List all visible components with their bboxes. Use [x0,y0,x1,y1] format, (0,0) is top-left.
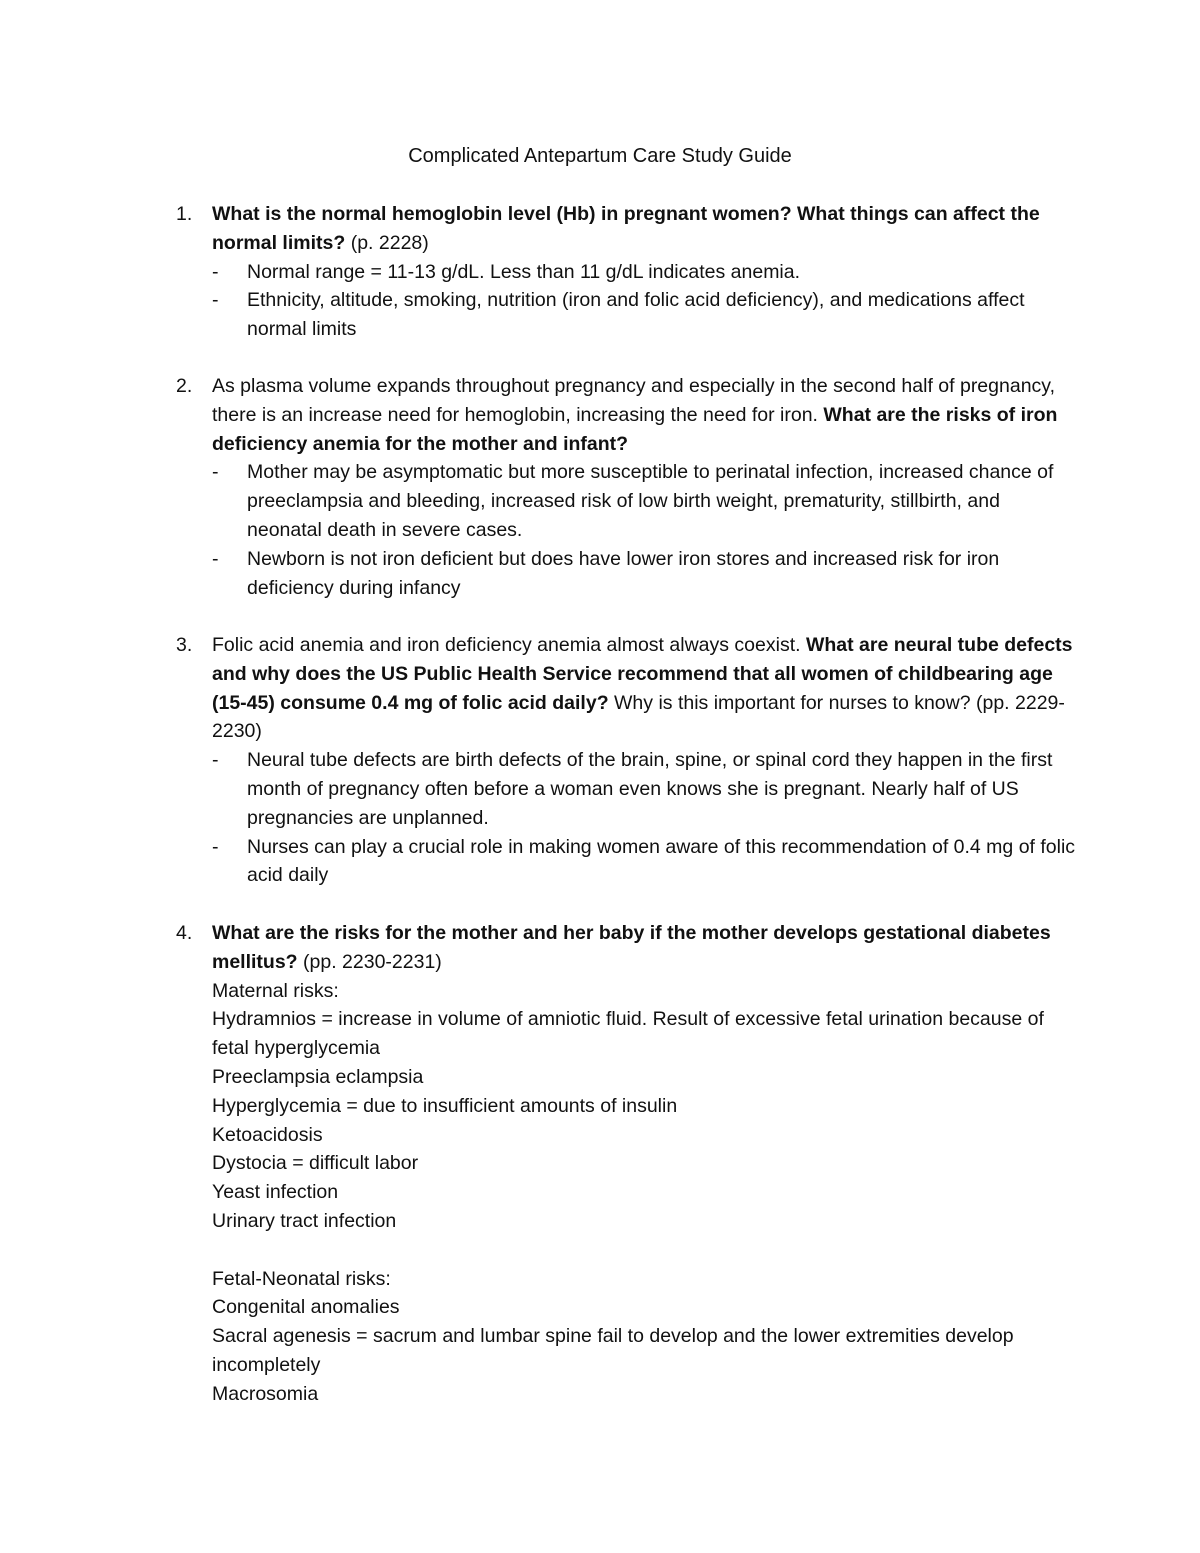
question-ref: (p. 2228) [345,231,429,254]
question-bold: What are the risks for the mother and her baby if the mother develops gestational diabetes mellitus? [212,922,1051,973]
question-3 [176,631,1076,890]
maternal-risk-item: Yeast infection [212,1181,339,1204]
question-text [212,200,1076,258]
maternal-risks-heading: Maternal risks: [212,979,339,1002]
maternal-risk-item: Ketoacidosis [212,1123,323,1146]
question-bold: What are the risks of iron deficiency anemia for the mother and infant? [212,403,1058,455]
question-1 [176,200,1076,344]
question-4 [176,919,1076,1409]
fetal-risk-item: Sacral agenesis = sacrum and lumbar spine fail to develop and the lower extremities develop incompletely [212,1325,1014,1376]
bullet-dash: - [212,289,219,312]
bullet-text: Mother may be asymptomatic but more susceptible to perinatal infection, increased chance of preeclampsia and bleeding, increased risk of low birth weight, prematurity, stillbirth, and neonatal death in severe cases. [247,461,1054,541]
bullet-text: Normal range = 11-13 g/dL. Less than 11 g/dL indicates anemia. [247,260,801,283]
question-text [212,372,1076,458]
bullet-dash: - [212,547,219,570]
answer-bullet [212,833,1076,891]
answer-bullet [212,258,1076,287]
bullet-text: Nurses can play a crucial role in making women aware of this recommendation of 0.4 mg of folic acid daily [247,835,1076,887]
question-number: 1. [176,203,193,225]
question-number: 4. [176,922,193,944]
question-2 [176,372,1076,602]
answer-bullet [212,746,1076,832]
fetal-risk-item: Macrosomia [212,1382,319,1405]
answer-bullet [212,458,1076,544]
question-text [212,919,1076,977]
fetal-risks-heading: Fetal-Neonatal risks: [212,1267,391,1290]
maternal-risk-item: Dystocia = difficult labor [212,1152,419,1175]
maternal-risk-item: Urinary tract infection [212,1209,397,1232]
maternal-risk-item: Hydramnios = increase in volume of amniotic fluid. Result of excessive fetal urination because of fetal hyperglycemia [212,1008,1044,1060]
question-number: 3. [176,634,193,656]
bullet-text: Ethnicity, altitude, smoking, nutrition (iron and folic acid deficiency), and medications affect normal limits [247,289,1025,341]
answer-bullet [212,545,1076,603]
question-plain: Folic acid anemia and iron deficiency anemia almost always coexist. [212,634,806,656]
document-title: Complicated Antepartum Care Study Guide [408,145,792,167]
question-plain: As plasma volume expands throughout pregnancy and especially in the second half of pregnancy, there is an increase need for hemoglobin, increasing the need for iron. [212,375,1056,426]
question-ref: (pp. 2230-2231) [297,950,442,973]
question-number: 2. [176,375,193,397]
bullet-text: Newborn is not iron deficient but does have lower iron stores and increased risk for iron deficiency during infancy [247,547,1000,599]
question-text [212,631,1076,746]
answer-bullet [212,286,1076,344]
bullet-text: Neural tube defects are birth defects of the brain, spine, or spinal cord they happen in the first month of pregnancy often before a woman even knows she is pregnant. Nearly half of US pregnancies are unplanned. [247,749,1053,829]
question-ref: Why is this important for nurses to know? (pp. 2229-2230) [212,691,1065,743]
question-bold: What are neural tube defects and why does the US Public Health Service recommend that all women of childbearing age (15-45) consume 0.4 mg of folic acid daily? [212,634,1073,714]
maternal-risk-item: Hyperglycemia = due to insufficient amounts of insulin [212,1094,678,1117]
bullet-dash: - [212,260,219,283]
bullet-dash: - [212,749,219,772]
bullet-dash: - [212,835,219,858]
question-bold: What is the normal hemoglobin level (Hb) in pregnant women? What things can affect the normal limits? [212,203,1040,254]
paragraph-spacer [212,1236,1076,1265]
fetal-risk-item: Congenital anomalies [212,1296,400,1319]
maternal-risk-item: Preeclampsia eclampsia [212,1065,424,1088]
bullet-dash: - [212,461,219,484]
